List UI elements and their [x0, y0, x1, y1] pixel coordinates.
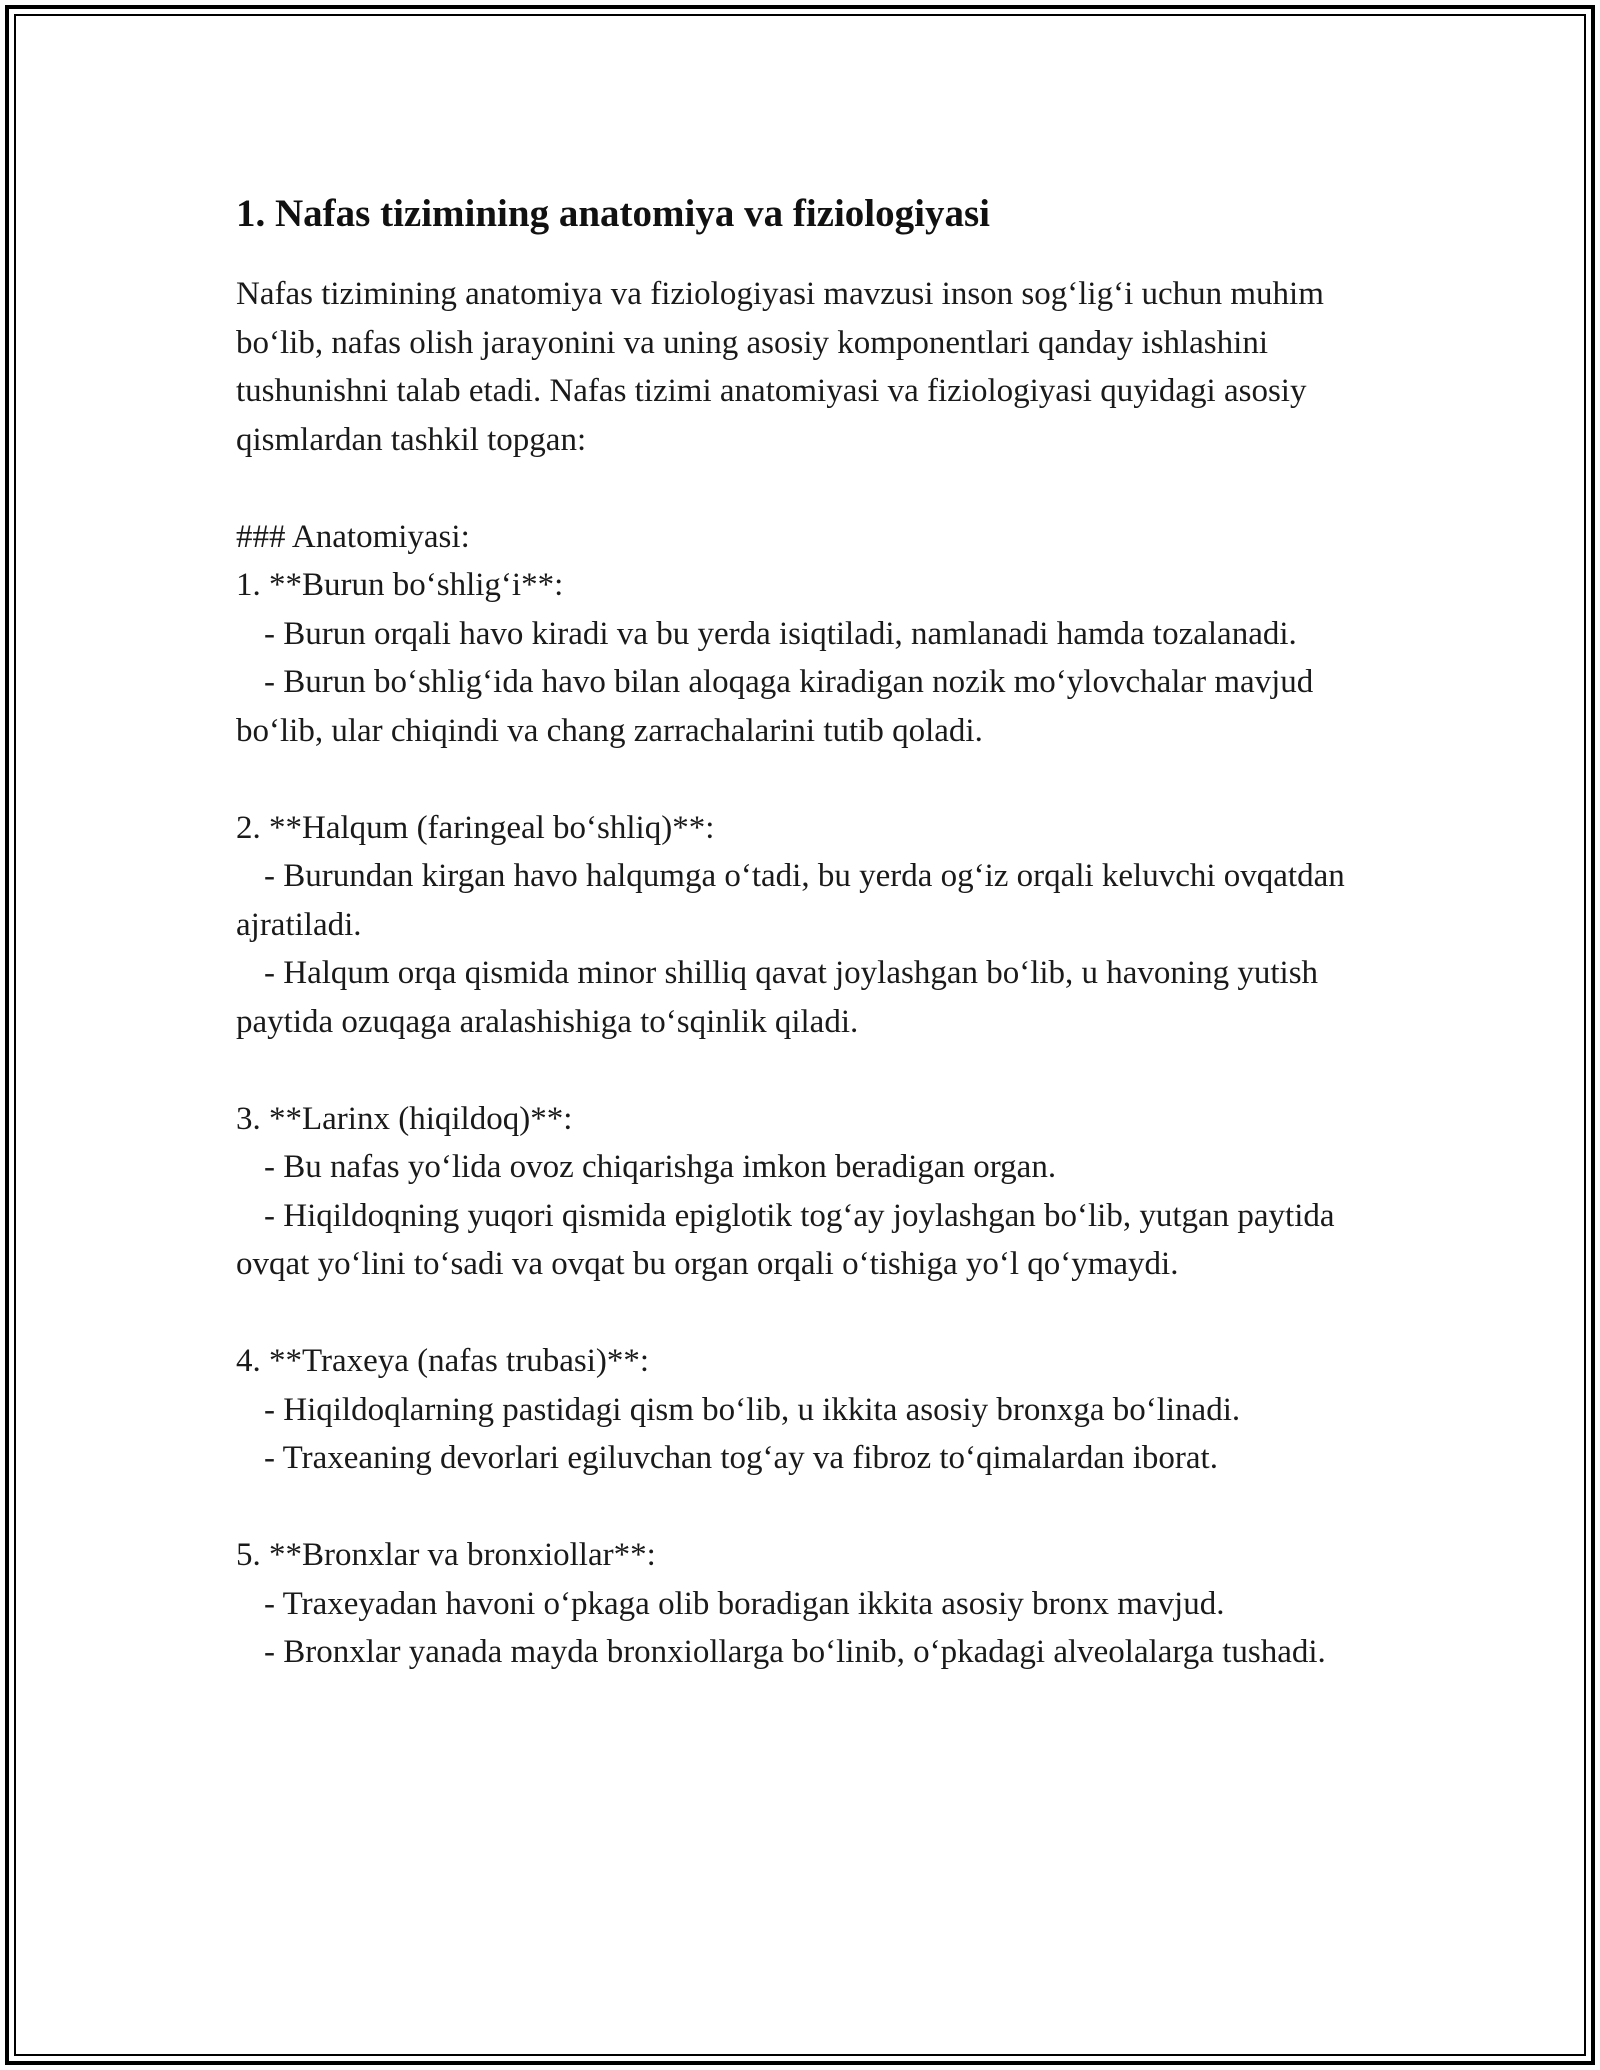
- section-heading-item: 3. **Larinx (hiqildoq)**:: [236, 1100, 573, 1137]
- bullet-item: - Hiqildoqning yuqori qismida epiglotik tog‘ay joylashgan bo‘lib, yutgan paytida ovqat yo‘lini to‘sadi va ovqat bu organ orqali o‘tishiga yo‘l qo‘ymaydi.: [236, 1197, 1335, 1282]
- section-heading-item: 5. **Bronxlar va bronxiollar**:: [236, 1537, 656, 1573]
- bullet-item: - Burundan kirgan havo halqumga o‘tadi, bu yerda og‘iz orqali keluvchi ovqatdan ajratiladi.: [236, 858, 1345, 943]
- intro-paragraph: Nafas tizimining anatomiya va fiziologiyasi mavzusi inson sog‘lig‘i uchun muhim bo‘lib, nafas olish jarayonini va uning asosiy komponentlari qanday ishlashini tushunishni talab etadi. Nafas tizimi anatomiyasi va fiziologiyasi quyidagi asosiy qismlardan tashkil topgan:: [236, 276, 1324, 458]
- bullet-item: - Halqum orqa qismida minor shilliq qavat joylashgan bo‘lib, u havoning yutish paytida ozuqaga aralashishiga to‘sqinlik qiladi.: [236, 955, 1319, 1040]
- section-burun: [236, 561, 1366, 755]
- section-heading-item: 2. **Halqum (faringeal bo‘shliq)**:: [236, 809, 715, 846]
- bullet-item: - Burun orqali havo kiradi va bu yerda isiqtiladi, namlanadi hamda tozalanadi.: [264, 615, 1297, 652]
- spacer: [236, 1046, 1366, 1095]
- bullet-item: - Traxeyadan havoni o‘pkaga olib boradigan ikkita asosiy bronx mavjud.: [264, 1585, 1225, 1622]
- bullet-item: - Bronxlar yanada mayda bronxiollarga bo‘linib, o‘pkadagi alveolalarga tushadi.: [264, 1634, 1326, 1670]
- spacer: [236, 1483, 1366, 1532]
- document-title: 1. Nafas tizimining anatomiya va fiziologiyasi: [236, 192, 990, 235]
- section-traxeya: [236, 1337, 1366, 1483]
- bullet-item: - Burun bo‘shlig‘ida havo bilan aloqaga kiradigan nozik mo‘ylovchalar mavjud bo‘lib, ular chiqindi va chang zarrachalarini tutib qoladi.: [236, 664, 1314, 749]
- bullet-item: - Bu nafas yo‘lida ovoz chiqarishga imkon beradigan organ.: [264, 1149, 1057, 1185]
- section-bronxlar: [236, 1531, 1366, 1677]
- section-halqum: [236, 804, 1366, 1047]
- spacer: [236, 464, 1366, 513]
- document-page: [236, 188, 1366, 1677]
- spacer: [236, 755, 1366, 804]
- section-heading: ### Anatomiyasi:: [236, 518, 470, 555]
- section-heading-item: 1. **Burun bo‘shlig‘i**:: [236, 567, 564, 603]
- section-larinx: [236, 1095, 1366, 1289]
- bullet-item: - Traxeaning devorlari egiluvchan tog‘ay va fibroz to‘qimalardan iborat.: [264, 1440, 1218, 1476]
- section-heading-item: 4. **Traxeya (nafas trubasi)**:: [236, 1343, 650, 1379]
- spacer: [236, 1289, 1366, 1338]
- bullet-item: - Hiqildoqlarning pastidagi qism bo‘lib, u ikkita asosiy bronxga bo‘linadi.: [264, 1391, 1241, 1428]
